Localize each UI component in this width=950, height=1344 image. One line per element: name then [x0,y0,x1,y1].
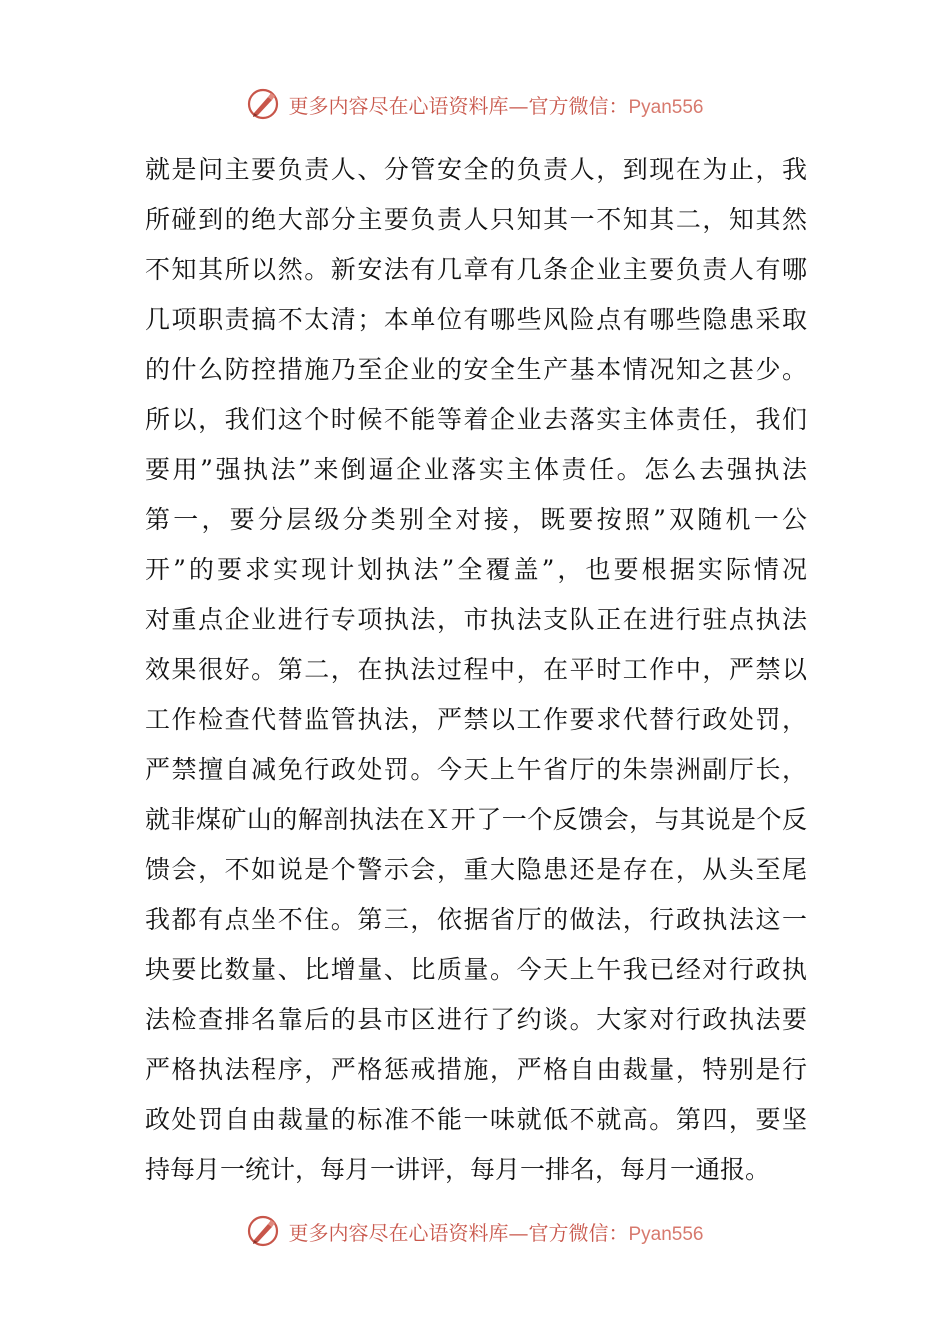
banner-promo: 更多内容尽在心语资料库—官方微信： [288,1220,629,1245]
body-line: 所碰到的绝大部分主要负责人只知其一不知其二，知其然 [145,205,807,234]
pen-logo-icon [246,87,280,121]
body-line: 就是问主要负责人、分管安全的负责人，到现在为止，我 [145,155,807,184]
banner-wechat-id: Pyan556 [628,96,704,118]
banner-text [288,90,703,119]
body-line: 严格执法程序，严格惩戒措施，严格自由裁量，特别是行 [145,1055,807,1084]
footer-banner [0,1211,950,1251]
body-line: 工作检查代替监管执法，严禁以工作要求代替行政处罚， [145,705,807,734]
body-line: 政处罚自由裁量的标准不能一味就低不就高。第四，要坚 [145,1105,807,1134]
pen-logo-icon [246,1214,280,1248]
body-line: 第一，要分层级分类别全对接，既要按照”双随机一公 [145,505,807,534]
body-line: 的什么防控措施乃至企业的安全生产基本情况知之甚少。 [145,355,807,384]
body-line: 法检查排名靠后的县市区进行了约谈。大家对行政执法要 [145,1005,807,1034]
document-body [145,145,807,1195]
banner-promo: 更多内容尽在心语资料库—官方微信： [288,93,629,118]
body-line: 对重点企业进行专项执法，市执法支队正在进行驻点执法 [145,605,807,634]
body-line: 开”的要求实现计划执法”全覆盖”，也要根据实际情况 [145,555,807,584]
body-line: 所以，我们这个时候不能等着企业去落实主体责任，我们 [145,405,807,434]
body-line: 就非煤矿山的解剖执法在Ｘ开了一个反馈会，与其说是个反 [145,805,807,834]
body-line: 严禁擅自减免行政处罚。今天上午省厅的朱崇洲副厅长， [145,755,807,784]
banner-wechat-id: Pyan556 [628,1223,704,1245]
body-line: 馈会，不如说是个警示会，重大隐患还是存在，从头至尾 [145,855,807,884]
body-line: 我都有点坐不住。第三，依据省厅的做法，行政执法这一 [145,905,807,934]
body-line: 块要比数量、比增量、比质量。今天上午我已经对行政执 [145,955,807,984]
header-banner [0,84,950,124]
banner-text [288,1217,703,1246]
body-line: 持每月一统计，每月一讲评，每月一排名，每月一通报。 [145,1155,771,1184]
body-line: 要用”强执法”来倒逼企业落实主体责任。怎么去强执法 [145,455,807,484]
body-line: 效果很好。第二，在执法过程中，在平时工作中，严禁以 [145,655,807,684]
body-line: 几项职责搞不太清；本单位有哪些风险点有哪些隐患采取 [145,305,807,334]
body-line: 不知其所以然。新安法有几章有几条企业主要负责人有哪 [145,255,807,284]
